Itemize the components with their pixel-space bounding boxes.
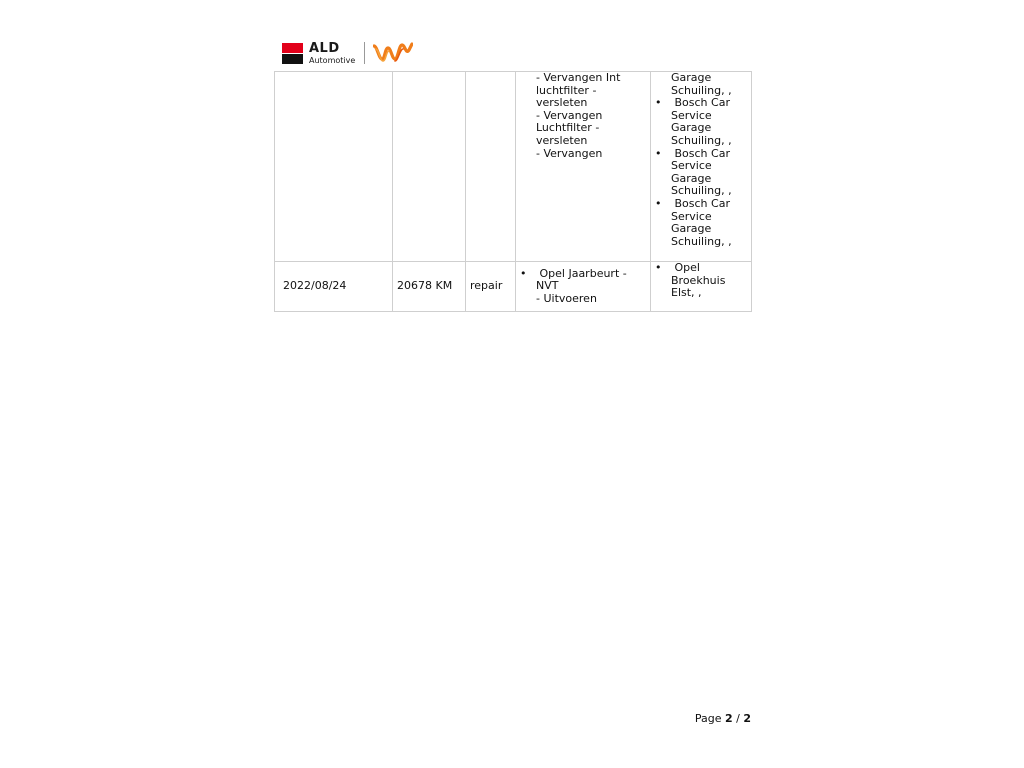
work-line: Luchtfilter -	[536, 121, 600, 135]
mileage-value: 20678 KM	[397, 279, 453, 293]
list-item: • Bosch Car Service Garage Schuiling, ,	[651, 198, 751, 248]
orange-wave-logo-icon	[373, 41, 413, 65]
brand-name: ALD	[309, 40, 340, 56]
garage-cell	[651, 72, 752, 262]
type-value: repair	[470, 279, 503, 293]
page-label: Page	[694, 712, 722, 725]
page-number	[695, 712, 751, 725]
date-value: 2022/08/24	[283, 279, 347, 293]
garage-continued: Garage Schuiling, ,	[671, 71, 732, 97]
garage-cell	[651, 262, 752, 312]
type-cell	[466, 262, 516, 312]
date-cell	[275, 262, 393, 312]
ald-automotive-logo	[282, 42, 355, 65]
list-item: • Opel Jaarbeurt - NVT - Uitvoeren	[516, 268, 650, 306]
list-item: • Bosch Car Service Garage Schuiling, ,	[651, 97, 751, 147]
date-cell	[275, 72, 393, 262]
table-row	[275, 262, 752, 312]
type-cell	[466, 72, 516, 262]
brand-subtitle: Automotive	[309, 55, 356, 65]
work-line: - Vervangen	[536, 146, 603, 160]
page-current: 2	[724, 712, 733, 725]
work-line: luchtfilter - versleten	[536, 83, 597, 110]
document-header	[282, 40, 413, 66]
work-description-cell	[516, 262, 651, 312]
page-total: 2	[743, 712, 751, 725]
mileage-cell	[393, 262, 466, 312]
work-line: - Vervangen Int	[536, 71, 621, 84]
list-item: • Bosch Car Service Garage Schuiling, ,	[651, 148, 751, 198]
work-description-cell	[516, 72, 651, 262]
list-item: • Opel Broekhuis Elst, ,	[651, 262, 751, 300]
logo-divider	[364, 42, 365, 64]
maintenance-history-table	[274, 71, 752, 312]
work-line: - Vervangen	[536, 108, 603, 122]
ald-square-icon	[282, 43, 303, 64]
table-row	[275, 72, 752, 262]
work-line: versleten	[536, 133, 588, 147]
page-separator: /	[736, 712, 740, 725]
mileage-cell	[393, 72, 466, 262]
